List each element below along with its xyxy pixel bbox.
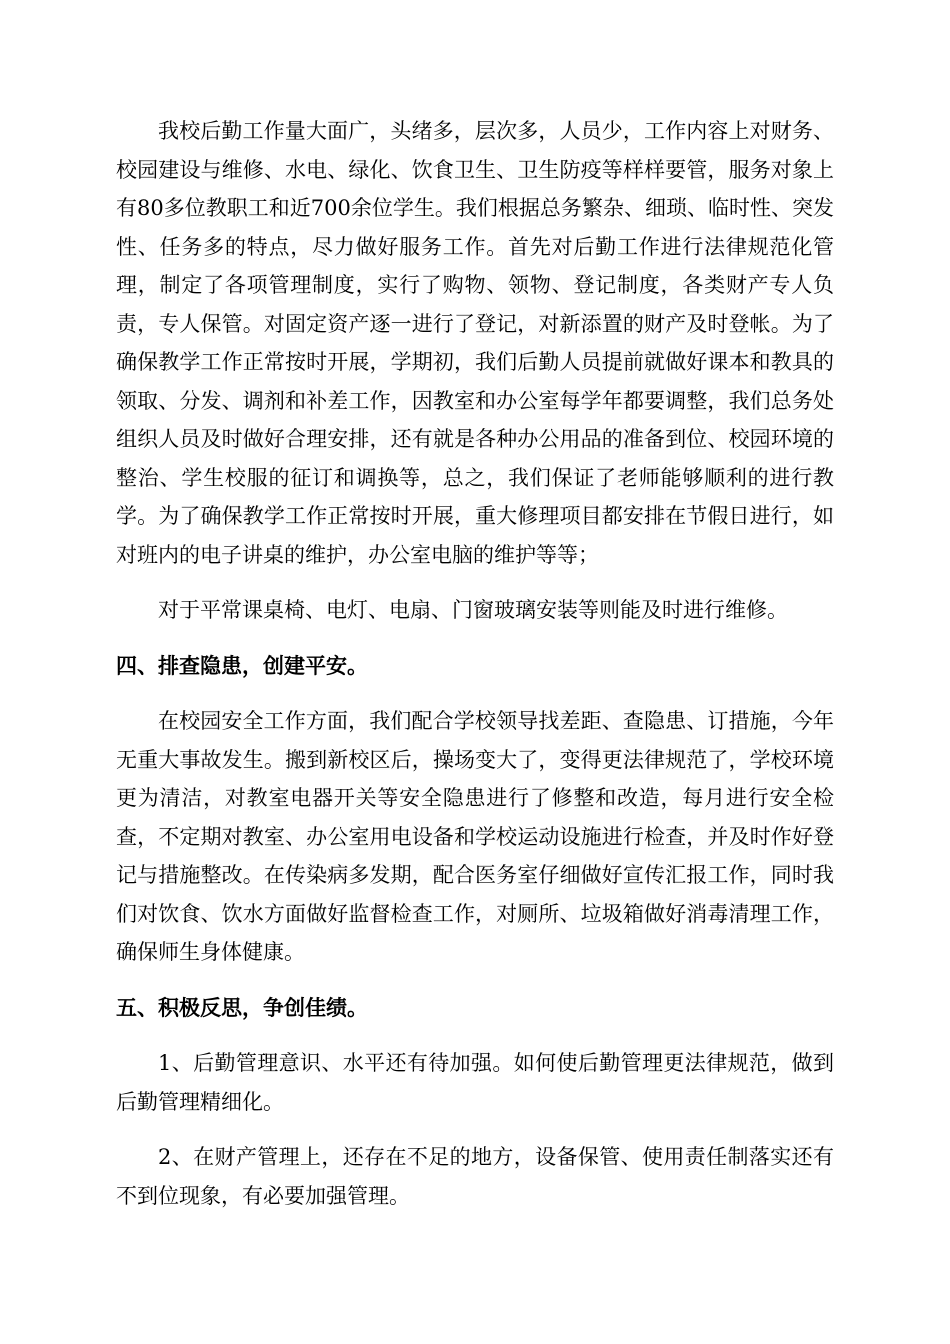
paragraph-gap <box>116 685 834 702</box>
paragraph-gap <box>116 630 834 647</box>
logistics-work-paragraph: 我校后勤工作量大面广，头绪多，层次多，人员少，工作内容上对财务、校园建设与维修、水电、绿化、饮食卫生、卫生防疫等样样要管，服务对象上有80多位教职工和近700余位学生。我们根据总务繁杂、细琐、临时性、突发性、任务多的特点，尽力做好服务工作。首先对后勤工作进行法律规范化管理，制定了各项管理制度，实行了购物、领物、登记制度，各类财产专人负责，专人保管。对固定资产逐一进行了登记，对新添置的财产及时登帐。为了确保教学工作正常按时开展，学期初，我们后勤人员提前就做好课本和教具的领取、分发、调剂和补差工作，因教室和办公室每学年都要调整，我们总务处组织人员及时做好合理安排，还有就是各种办公用品的准备到位、校园环境的整治、学生校服的征订和调换等，总之，我们保证了老师能够顺利的进行教学。为了确保教学工作正常按时开展，重大修理项目都安排在节假日进行，如对班内的电子讲桌的维护，办公室电脑的维护等等； <box>116 119 834 567</box>
paragraph-gap <box>116 972 834 989</box>
paragraph-gap <box>116 574 834 591</box>
section-heading-5: 五、积极反思，争创佳绩。 <box>116 994 368 1020</box>
reflection-item-2: 2、在财产管理上，还存在不足的地方，设备保管、使用责任制落实还有不到位现象，有必要加强管理。 <box>116 1145 834 1208</box>
safety-paragraph: 在校园安全工作方面，我们配合学校领导找差距、查隐患、订措施，今年无重大事故发生。搬到新校区后，操场变大了，变得更法律规范了，学校环境更为清洁，对教室电器开关等安全隐患进行了修整和改造，每月进行安全检查，不定期对教室、办公室用电设备和学校运动设施进行检查，并及时作好登记与措施整改。在传染病多发期，配合医务室仔细做好宣传汇报工作，同时我们对饮食、饮水方面做好监督检查工作，对厕所、垃圾箱做好消毒清理工作，确保师生身体健康。 <box>116 709 834 964</box>
paragraph-gap <box>116 1027 834 1044</box>
reflection-item-1: 1、后勤管理意识、水平还有待加强。如何使后勤管理更法律规范，做到后勤管理精细化。 <box>116 1051 834 1114</box>
document-page <box>116 112 834 1215</box>
paragraph-gap <box>116 1121 834 1138</box>
section-heading-4: 四、排查隐患，创建平安。 <box>116 652 368 678</box>
maintenance-paragraph: 对于平常课桌椅、电灯、电扇、门窗玻璃安装等则能及时进行维修。 <box>158 598 788 622</box>
